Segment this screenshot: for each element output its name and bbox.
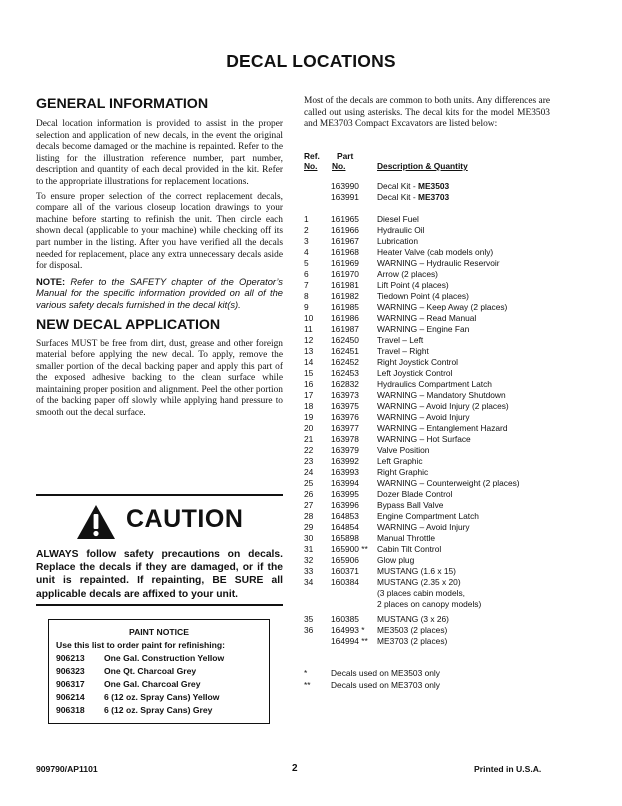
decal-part: 161985 [331, 302, 359, 312]
decal-ref: 20 [304, 423, 314, 433]
decal-ref: 24 [304, 467, 314, 477]
general-info-paragraph-2: To ensure proper selection of the correct replacement decals, compare all of the various closeup location drawings to your machine before starting to refinish the unit. Then circle each shown decal (applicable to your machine) while checking off its part number in the listing. After you have verified all the decals needed for replacement, place any extra unnecessary decals aside for disposal. [36, 191, 283, 272]
decal-description: WARNING – Counterweight (2 places) [377, 478, 520, 488]
new-decal-paragraph: Surfaces MUST be free from dirt, dust, grease and other foreign material before applying the new decal. To apply, remove the smaller portion of the decal backing paper and apply this part of the exposed adhesive backing to the clean surface while maintaining proper position and alignment. Peel the other portion of the backing paper off slowly while applying hand pressure to smooth out the decal surface. [36, 338, 283, 419]
decal-ref: 17 [304, 390, 314, 400]
decal-ref: 16 [304, 379, 314, 389]
footnote-mark: ** [304, 680, 311, 690]
decal-part: 161969 [331, 258, 359, 268]
decal-part: 161968 [331, 247, 359, 257]
decal-description: Engine Compartment Latch [377, 511, 479, 521]
decal-description: Hydraulics Compartment Latch [377, 379, 492, 389]
decal-part: 165906 [331, 555, 359, 565]
decal-row [304, 346, 550, 357]
left-column [36, 96, 283, 420]
decal-part: 162832 [331, 379, 359, 389]
decal-row [304, 291, 550, 302]
decal-row [304, 280, 550, 291]
footnotes [304, 668, 550, 692]
decal-row [304, 401, 550, 412]
kit-row [304, 192, 550, 203]
decal-part: 162453 [331, 368, 359, 378]
decal-description: Hydraulic Oil [377, 225, 425, 235]
decal-row [304, 236, 550, 247]
decal-ref: 6 [304, 269, 309, 279]
decal-part: 161982 [331, 291, 359, 301]
decal-description: MUSTANG (1.6 x 15) [377, 566, 456, 576]
decal-part: 163994 [331, 478, 359, 488]
kit-part-number: 163991 [331, 192, 359, 202]
decal-part: 163976 [331, 412, 359, 422]
decal-part: 161966 [331, 225, 359, 235]
decal-part: 163993 [331, 467, 359, 477]
paint-row [56, 679, 266, 690]
decal-part: 163978 [331, 434, 359, 444]
paint-row [56, 692, 266, 703]
kit-description: Decal Kit - ME3503 [377, 181, 450, 191]
decal-ref: 30 [304, 533, 314, 543]
decal-description: WARNING – Hydraulic Reservoir [377, 258, 500, 268]
decal-part: 163995 [331, 489, 359, 499]
paint-description: One Gal. Charcoal Grey [104, 679, 201, 689]
paint-notice-subtitle: Use this list to order paint for refinishing: [56, 640, 226, 650]
decal-ref: 7 [304, 280, 309, 290]
footnote [304, 680, 550, 692]
decal-ref: 32 [304, 555, 314, 565]
decal-description: WARNING – Read Manual [377, 313, 477, 323]
footnote [304, 668, 550, 680]
decal-description: Lubrication [377, 236, 418, 246]
caution-bottom-rule [36, 604, 283, 606]
decal-description: Travel – Right [377, 346, 429, 356]
decal-description: WARNING – Avoid Injury [377, 522, 470, 532]
note-label: NOTE: [36, 275, 66, 287]
caution-banner [36, 500, 283, 544]
decal-ref: 22 [304, 445, 314, 455]
new-decal-heading: NEW DECAL APPLICATION [36, 316, 221, 333]
decal-part: 160385 [331, 614, 359, 624]
decal-description: WARNING – Engine Fan [377, 324, 470, 334]
decal-row [304, 423, 550, 434]
decal-row [304, 500, 550, 511]
decal-row [304, 368, 550, 379]
decal-ref: 26 [304, 489, 314, 499]
header-description: Description & Quantity [377, 161, 468, 171]
decal-tail-rows [304, 614, 550, 647]
decal-part: 161965 [331, 214, 359, 224]
decal-ref: 19 [304, 412, 314, 422]
decal-part: 161981 [331, 280, 359, 290]
decal-list [304, 181, 550, 647]
paint-notice-title: PAINT NOTICE [129, 627, 189, 637]
footer-page-number: 2 [292, 763, 298, 774]
caution-top-rule [36, 494, 283, 496]
header-ref-line2: No. [304, 161, 318, 171]
decal-description: Valve Position [377, 445, 430, 455]
decal-row [304, 478, 550, 489]
decal-ref: 27 [304, 500, 314, 510]
decal-row [304, 445, 550, 456]
decal-row [304, 544, 550, 555]
paint-number: 906318 [56, 705, 85, 715]
decal-description: Diesel Fuel [377, 214, 419, 224]
decal-ref: 9 [304, 302, 309, 312]
decal-description: Heater Valve (cab models only) [377, 247, 494, 257]
decal-row [304, 335, 550, 346]
decal-description: WARNING – Keep Away (2 places) [377, 302, 508, 312]
decal-ref: 28 [304, 511, 314, 521]
decal-row [304, 636, 550, 647]
decal-part: 163996 [331, 500, 359, 510]
decal-ref: 23 [304, 456, 314, 466]
decal-row [304, 313, 550, 324]
kit-model: ME3703 [417, 192, 450, 202]
decal-ref: 13 [304, 346, 314, 356]
decal-rows [304, 214, 550, 577]
paint-number: 906213 [56, 653, 85, 663]
decal-row [304, 533, 550, 544]
paint-description: 6 (12 oz. Spray Cans) Grey [104, 705, 213, 715]
decal-part: 164853 [331, 511, 359, 521]
decal-part: 161987 [331, 324, 359, 334]
decal-part: 165898 [331, 533, 359, 543]
decal-part: 162452 [331, 357, 359, 367]
decal-ref: 5 [304, 258, 309, 268]
decal-part: 162451 [331, 346, 359, 356]
decal-ref: 35 [304, 614, 314, 624]
decal-description: Glow plug [377, 555, 415, 565]
paint-notice-box [48, 619, 270, 724]
general-info-paragraph-1: Decal location information is provided to assist in the proper selection and application of new decals, in the event the original decals become damaged or the machine is repainted. Refer to the listing for the illustration reference number, part number, description and quantity of each decal provided in the kit. Refer to the appropriate illustrations for replacement locations. [36, 119, 283, 187]
decal-description: Left Joystick Control [377, 368, 453, 378]
paint-row [56, 653, 266, 664]
decal-ref: 3 [304, 236, 309, 246]
decal-description: Right Graphic [377, 467, 429, 477]
decal-ref: 15 [304, 368, 314, 378]
decal-row [304, 566, 550, 577]
paint-row [56, 705, 266, 716]
decal-row [304, 412, 550, 423]
decal-ref: 21 [304, 434, 314, 444]
decal-ref: 8 [304, 291, 309, 301]
paint-description: One Qt. Charcoal Grey [104, 666, 197, 676]
decal-row [304, 577, 550, 610]
decal-ref: 1 [304, 214, 309, 224]
decal-description: Bypass Ball Valve [377, 500, 444, 510]
decal-part: 163977 [331, 423, 359, 433]
decal-ref: 36 [304, 625, 314, 635]
decal-part: 164994 ** [331, 636, 368, 646]
decal-part: 163992 [331, 456, 359, 466]
decal-description: WARNING – Avoid Injury (2 places) [377, 401, 509, 411]
decal-part: 163975 [331, 401, 359, 411]
caution-text: ALWAYS follow safety precautions on decals. Replace the decals if they are damaged, or if the unit is repainted. If repainting, BE SURE all applicable decals are affixed to your unit. [36, 549, 283, 600]
decal-ref: 4 [304, 247, 309, 257]
decal-description: Manual Throttle [377, 533, 436, 543]
note-text: Refer to the SAFETY chapter of the Operator’s Manual for the specific information provided on all of the various safety decals furnished in the decal kit(s). [36, 275, 283, 310]
decal-row [304, 625, 550, 636]
decal-row [304, 390, 550, 401]
decal-description: WARNING – Entanglement Hazard [377, 423, 508, 433]
decal-description: ME3703 (2 places) [377, 636, 448, 646]
decal-description: Right Joystick Control [377, 357, 458, 367]
paint-description: 6 (12 oz. Spray Cans) Yellow [104, 692, 220, 702]
decal-row [304, 489, 550, 500]
decal-part: 162450 [331, 335, 359, 345]
header-ref-line1: Ref. [304, 151, 320, 161]
decal-row [304, 555, 550, 566]
decal-kit-intro: Most of the decals are common to both units. Any differences are called out using asterisks. The decal kits for the model ME3503 and ME3703 Compact Excavators are listed below: [304, 96, 550, 130]
decal-description: Cabin Tilt Control [377, 544, 442, 554]
decal-ref: 29 [304, 522, 314, 532]
decal-row [304, 357, 550, 368]
decal-part: 160384 [331, 577, 359, 587]
decal-part: 163973 [331, 390, 359, 400]
decal-row [304, 379, 550, 390]
decal-ref: 31 [304, 544, 314, 554]
decal-ref: 25 [304, 478, 314, 488]
general-info-heading: GENERAL INFORMATION [36, 96, 209, 112]
decal-description: Lift Point (4 places) [377, 280, 449, 290]
page-title: DECAL LOCATIONS [226, 51, 396, 71]
decal-part: 164854 [331, 522, 359, 532]
footnote-mark: * [304, 668, 308, 678]
decal-row [304, 614, 550, 625]
paint-row [56, 666, 266, 677]
decal-description: MUSTANG (3 x 26) [377, 614, 449, 624]
safety-note [36, 276, 283, 311]
decal-row [304, 225, 550, 236]
decal-ref: 14 [304, 357, 314, 367]
decal-row [304, 324, 550, 335]
footer-doc-number: 909790/AP1101 [36, 764, 98, 774]
decal-row [304, 214, 550, 225]
decal-description: Arrow (2 places) [377, 269, 438, 279]
decal-part: 161986 [331, 313, 359, 323]
decal-description: ME3503 (2 places) [377, 625, 448, 635]
decal-row [304, 511, 550, 522]
paint-number: 906317 [56, 679, 85, 689]
decal-description: Left Graphic [377, 456, 423, 466]
decal-ref: 2 [304, 225, 309, 235]
decal-row [304, 467, 550, 478]
paint-description: One Gal. Construction Yellow [104, 653, 225, 663]
decal-description: Travel – Left [377, 335, 424, 345]
footnote-text: Decals used on ME3503 only [331, 668, 440, 678]
decal-description: WARNING – Avoid Injury [377, 412, 470, 422]
decal-row [304, 434, 550, 445]
decal-row [304, 258, 550, 269]
decal-part: 164993 * [331, 625, 365, 635]
kit-description: Decal Kit - ME3703 [377, 192, 450, 202]
decal-row [304, 269, 550, 280]
header-part-line2: No. [332, 161, 346, 171]
warning-triangle-icon [76, 504, 116, 540]
decal-description: WARNING – Hot Surface [377, 434, 471, 444]
header-part-line1: Part [337, 151, 354, 161]
decal-row [304, 456, 550, 467]
decal-ref: 34 [304, 577, 314, 587]
right-column [304, 96, 550, 131]
paint-number: 906323 [56, 666, 85, 676]
decal-description: WARNING – Mandatory Shutdown [377, 390, 506, 400]
decal-part: 161967 [331, 236, 359, 246]
decal-part: 161970 [331, 269, 359, 279]
caution-word: CAUTION [126, 505, 244, 533]
decal-part: 160371 [331, 566, 359, 576]
decal-ref: 12 [304, 335, 314, 345]
decal-row [304, 247, 550, 258]
decal-description: MUSTANG (2.35 x 20) (3 places cabin models, 2 places on canopy models) [377, 577, 482, 609]
paint-number: 906214 [56, 692, 85, 702]
footer-printed: Printed in U.S.A. [474, 764, 542, 774]
decal-ref: 10 [304, 313, 314, 323]
footnote-text: Decals used on ME3703 only [331, 680, 440, 690]
kit-part-number: 163990 [331, 181, 359, 191]
decal-part: 163979 [331, 445, 359, 455]
decal-ref: 33 [304, 566, 314, 576]
kit-row [304, 181, 550, 192]
decal-row [304, 302, 550, 313]
decal-description: Tiedown Point (4 places) [377, 291, 469, 301]
decal-part: 165900 ** [331, 544, 368, 554]
decal-ref: 18 [304, 401, 314, 411]
decal-ref: 11 [304, 324, 313, 334]
decal-description: Dozer Blade Control [377, 489, 453, 499]
decal-row [304, 522, 550, 533]
kit-model: ME3503 [417, 181, 450, 191]
